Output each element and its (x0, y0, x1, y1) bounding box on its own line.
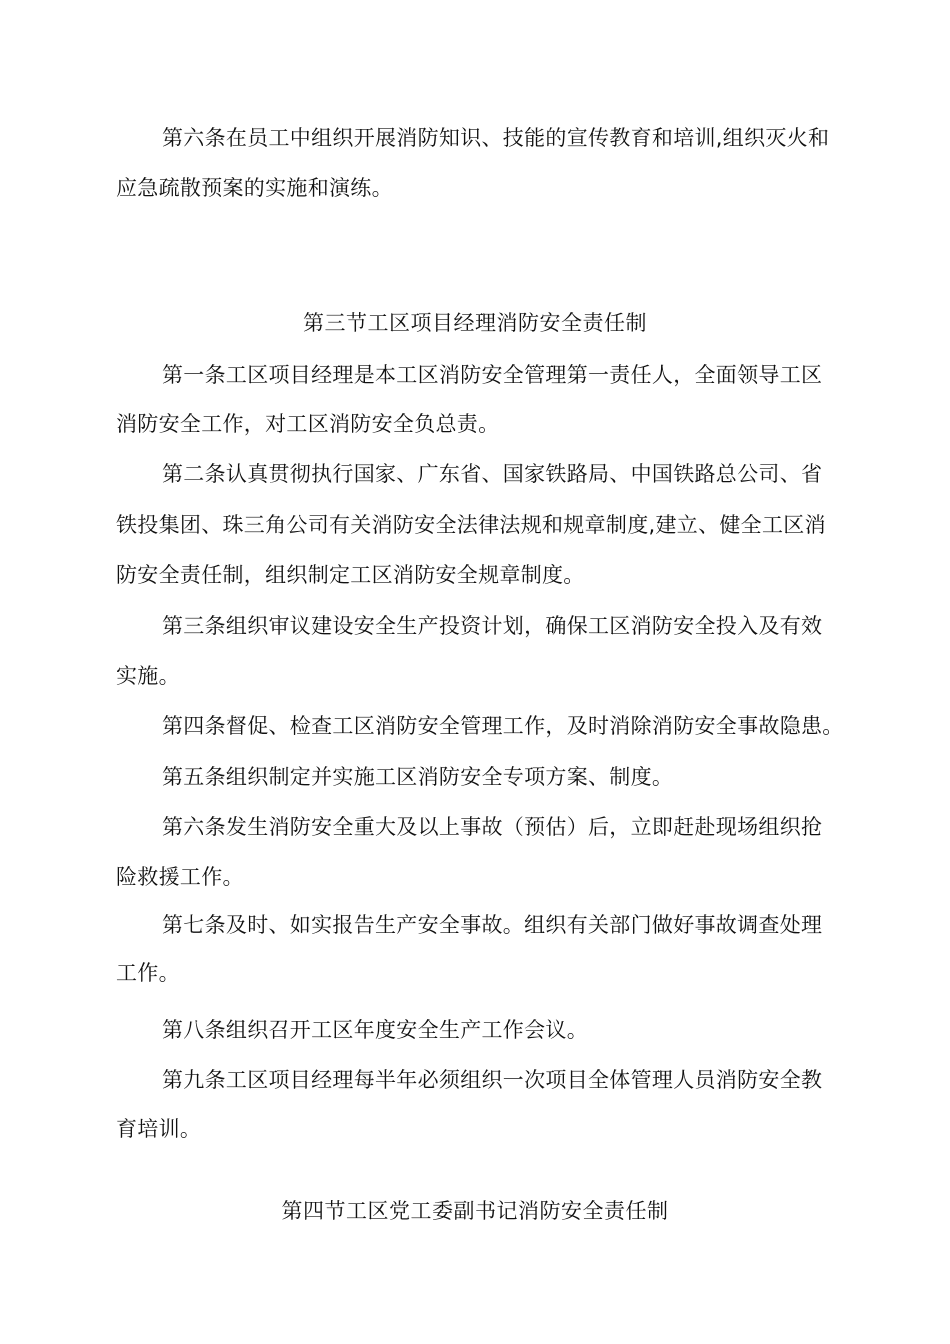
paragraph-line: 第九条工区项目经理每半年必须组织一次项目全体管理人员消防安全教 (162, 1068, 823, 1092)
paragraph-line: 第六条发生消防安全重大及以上事故（预估）后，立即赶赴现场组织抢 (162, 815, 823, 839)
paragraph-line: 铁投集团、珠三角公司有关消防安全法律法规和规章制度,建立、健全工区消 (116, 513, 826, 537)
paragraph-line: 第七条及时、如实报告生产安全事故。组织有关部门做好事故调查处理 (162, 913, 823, 937)
paragraph-line: 第八条组织召开工区年度安全生产工作会议。 (162, 1018, 588, 1042)
paragraph-line: 第三条组织审议建设安全生产投资计划，确保工区消防安全投入及有效 (162, 614, 823, 638)
paragraph-line: 防安全责任制，组织制定工区消防安全规章制度。 (116, 563, 585, 587)
paragraph-line: 险救援工作。 (116, 865, 244, 889)
paragraph-line: 实施。 (116, 664, 180, 688)
paragraph-line: 第六条在员工中组织开展消防知识、技能的宣传教育和培训,组织灭火和 (162, 126, 830, 150)
paragraph-line: 应急疏散预案的实施和演练。 (116, 176, 393, 200)
paragraph-line: 第四条督促、检查工区消防安全管理工作，及时消除消防安全事故隐患。 (162, 714, 844, 738)
section-heading: 第四节工区党工委副书记消防安全责任制 (281, 1199, 669, 1223)
paragraph-line: 第二条认真贯彻执行国家、广东省、国家铁路局、中国铁路总公司、省 (162, 462, 823, 486)
section-heading: 第三节工区项目经理消防安全责任制 (303, 311, 647, 335)
paragraph-line: 第一条工区项目经理是本工区消防安全管理第一责任人，全面领导工区 (162, 363, 823, 387)
paragraph-line: 消防安全工作，对工区消防安全负总责。 (116, 412, 500, 436)
paragraph-line: 第五条组织制定并实施工区消防安全专项方案、制度。 (162, 765, 674, 789)
paragraph-line: 工作。 (116, 961, 180, 985)
paragraph-line: 育培训。 (116, 1117, 202, 1141)
